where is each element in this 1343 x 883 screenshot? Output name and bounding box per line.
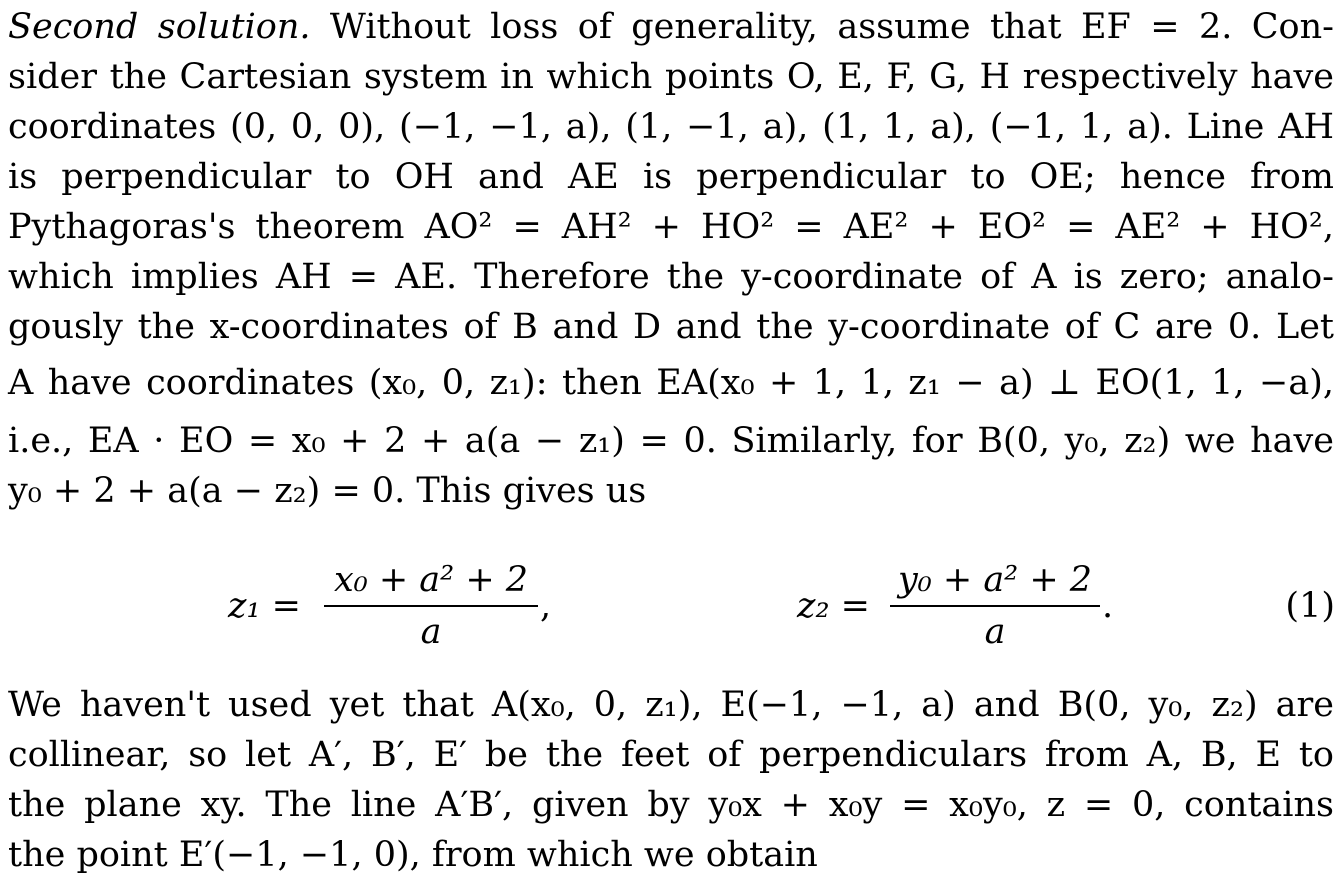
equation-lhs-right: z₂ =: [797, 586, 870, 626]
fraction-left-denominator: a: [420, 612, 442, 652]
paragraph2-line4: the point E′(−1, −1, 0), from which we obtain: [8, 835, 818, 875]
paragraph1-line10: y₀ + 2 + a(a − z₂) = 0. This gives us: [8, 471, 647, 511]
equation-number: (1): [1285, 586, 1335, 626]
fraction-right-denominator: a: [984, 612, 1006, 652]
paragraph1-line3: coordinates (0, 0, 0), (−1, −1, a), (1, −1, a), (1, 1, a), (−1, 1, a). Line AH: [8, 107, 1334, 147]
equation-punct-left: ,: [540, 586, 552, 626]
paragraph1-line1-text: Without loss of generality, assume that EF = 2. Con-: [329, 7, 1334, 47]
fraction-left-numerator: x₀ + a² + 2: [333, 560, 529, 600]
section-lead: Second solution.: [8, 7, 311, 47]
paragraph2-line1: We haven't used yet that A(x₀, 0, z₁), E(−1, −1, a) and B(0, y₀, z₂) are: [8, 685, 1334, 725]
fraction-right-numerator: y₀ + a² + 2: [897, 560, 1093, 600]
fraction-left: [324, 555, 538, 657]
display-equation-1: [0, 555, 1343, 655]
paragraph1-line4: is perpendicular to OH and AE is perpendicular to OE; hence from: [8, 157, 1334, 197]
paragraph2-line3: the plane xy. The line A′B′, given by y₀x + x₀y = x₀y₀, z = 0, contains: [8, 785, 1334, 825]
paragraph1-line8: A have coordinates (x₀, 0, z₁): then EA(x₀ + 1, 1, z₁ − a) ⊥ EO(1, 1, −a),: [8, 363, 1334, 403]
paragraph1-line6: which implies AH = AE. Therefore the y-coordinate of A is zero; analo-: [8, 257, 1334, 297]
paragraph2-line2: collinear, so let A′, B′, E′ be the feet of perpendiculars from A, B, E to: [8, 735, 1334, 775]
paragraph1-line1: [8, 2, 1334, 52]
paragraph1-line9: i.e., EA · EO = x₀ + 2 + a(a − z₁) = 0. Similarly, for B(0, y₀, z₂) we have: [8, 421, 1334, 461]
equation-punct-right: .: [1102, 586, 1114, 626]
fraction-right: [890, 555, 1100, 657]
equation-lhs-left: z₁ =: [228, 586, 301, 626]
paragraph1-line5: Pythagoras's theorem AO² = AH² + HO² = AE² + EO² = AE² + HO²,: [8, 207, 1334, 247]
paragraph1-line7: gously the x-coordinates of B and D and the y-coordinate of C are 0. Let: [8, 307, 1334, 347]
paragraph1-line2: sider the Cartesian system in which points O, E, F, G, H respectively have: [8, 57, 1334, 97]
